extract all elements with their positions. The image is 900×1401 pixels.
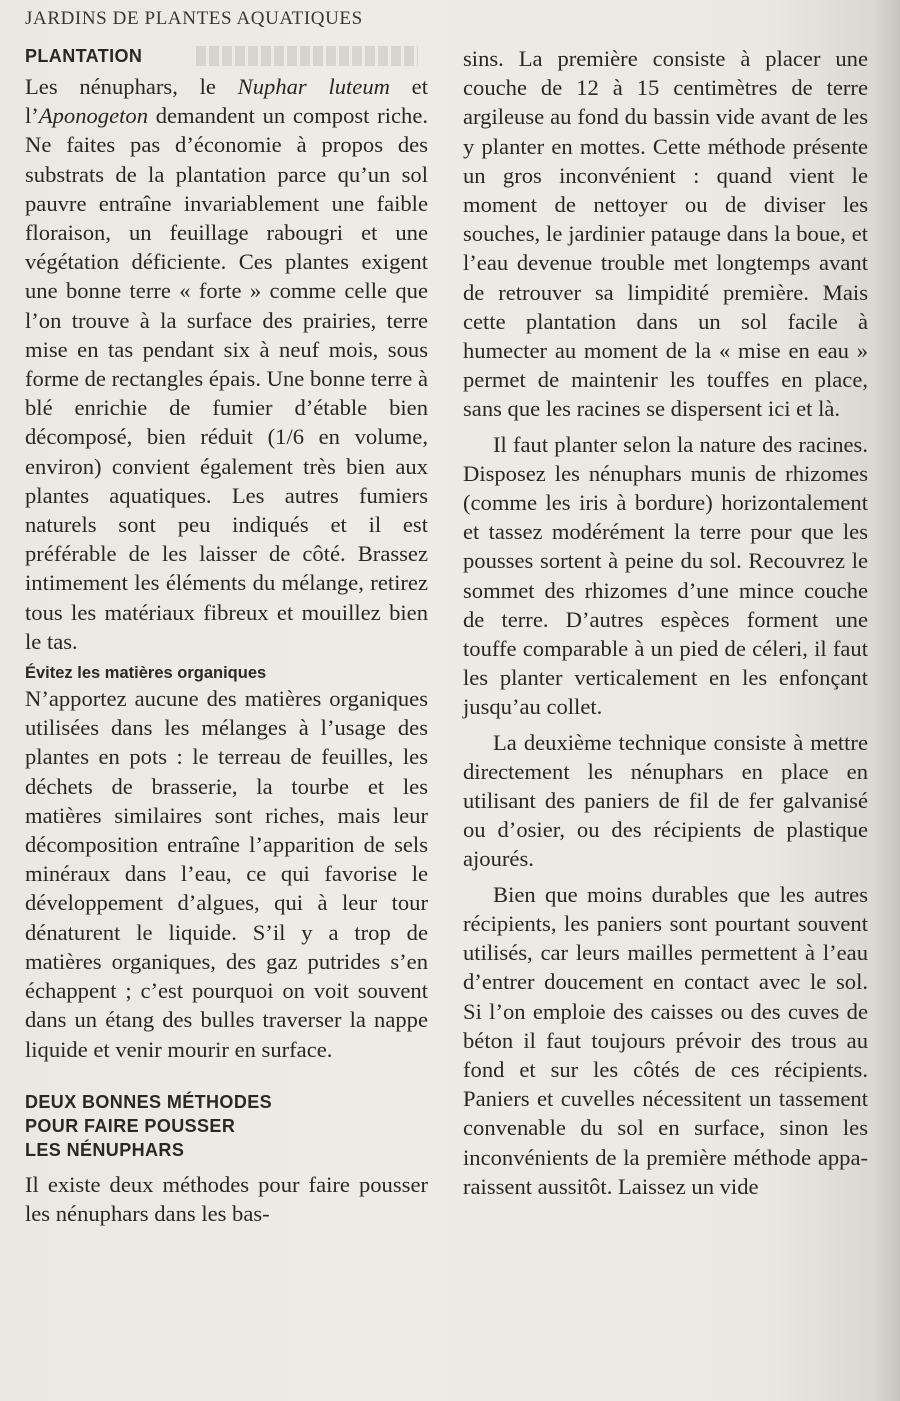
section-title-line: DEUX BONNES MÉTHODES <box>25 1091 273 1112</box>
running-head: JARDINS DE PLANTES AQUATIQUES <box>25 8 363 29</box>
section-title-line: LES NÉNUPHARS <box>25 1139 185 1160</box>
right-paragraph-1: sins. La première consiste à placer une couche de 12 à 15 centimètres de terre argileuse au fond du bassin vide avant de les y planter en mottes. Cette méthode présente un gros inconvénient : quand vient le moment de nettoyer ou de diviser les souches, le jardinier patauge dans la boue, et l’eau devenue trouble met longtemps avant de retrouver sa limpidité première. Mais cette plantation dans un sol facile à humecter au moment de la « mise en eau » permet de maintenir les touffes en place, sans que les racines se dispersent ici et là. <box>463 46 868 422</box>
plantation-paragraph <box>25 72 428 656</box>
section-title-line: POUR FAIRE POUSSER <box>25 1115 236 1136</box>
species-aponogeton: Aponogeton <box>38 103 148 129</box>
subhead-organic-matter: Évitez les matières organiques <box>25 664 267 683</box>
plantation-text-3: demandent un compost riche. Ne faites pas d’économie à propos des substrats de la plantation parce qu’un sol pauvre entraîne invariablement une faible floraison, un feuillage rabougri et une végétation déficiente. Ces plantes exigent une bonne terre « forte » comme celle que l’on trouve à la surface des prairies, terre mise en tas pendant six à neuf mois, sous forme de rectangles épais. Une bonne terre à blé enrichie de fumier d’étable bien décomposé, bien réduit (1/6 en volume, environ) convient également très bien aux plantes aquatiques. Les autres fumiers naturels sont peu indiqués et il est préférable de les laisser de côté. Brassez intimement les éléments du mélange, retirez tous les matériaux fibreux et mouillez bien le tas. <box>25 103 428 654</box>
right-paragraph-3: La deuxième technique consiste à mettre directement les nénuphars en place en utilisant des paniers de fil de fer galvanisé ou d’osier, ou des récipients de plastique ajourés. <box>463 729 868 872</box>
organic-matter-paragraph: N’apportez aucune des matières organiques utilisées dans les mélanges à l’usage des plantes en pots : le terreau de feuilles, les déchets de brasserie, la tourbe et les matières similaires sont riches, mais leur décomposition entraîne l’apparition de sels minéraux dans l’eau, ce qui favorise le développement d’algues, qui à leur tour dénaturent le liquide. S’il y a trop de matières organiques, des gaz putrides s’en échappent ; c’est pourquoi on voit souvent dans un étang des bulles traverser la nappe liquide et venir mourir en surface. <box>25 686 428 1062</box>
section-title-plantation: PLANTATION <box>25 46 143 66</box>
right-paragraph-2: Il faut planter selon la nature des racines. Disposez les nénuphars munis de rhizomes (comme les iris à bordure) horizontalement et tassez modérément la terre pour que les pousses sortent à peine du sol. Recouvrez le sommet des rhizomes d’une mince couche de terre. D’autres espèces forment une touffe comparable à un pied de céleri, il faut les planter verticalement en les enfonçant jusqu’au collet. <box>463 431 868 720</box>
plantation-text-2: et l’ <box>25 74 428 129</box>
page-edge-shadow <box>874 0 900 1401</box>
right-paragraph-4: Bien que moins durables que les autres récipients, les paniers sont pourtant souvent utilisés, car leurs mailles permettent à l’eau d’entrer doucement en contact avec le sol. Si l’on emploie des caisses ou des cuves de béton il faut toujours prévoir des trous au fond et sur les côtés de ces récipients. Paniers et cuvelles nécessitent un tassement convenable du sol en surface, sinon les inconvénients de la première méthode apparaissent aussitôt. Laissez un vide <box>463 881 868 1199</box>
two-methods-paragraph: Il existe deux méthodes pour faire pousser les nénuphars dans les bas- <box>25 1171 428 1226</box>
right-column <box>463 44 868 1201</box>
left-column <box>25 44 428 1228</box>
species-nuphar: Nuphar luteum <box>237 74 390 99</box>
plantation-text-1: Les nénuphars, le <box>25 74 238 99</box>
section-title-two-methods <box>25 1090 428 1162</box>
